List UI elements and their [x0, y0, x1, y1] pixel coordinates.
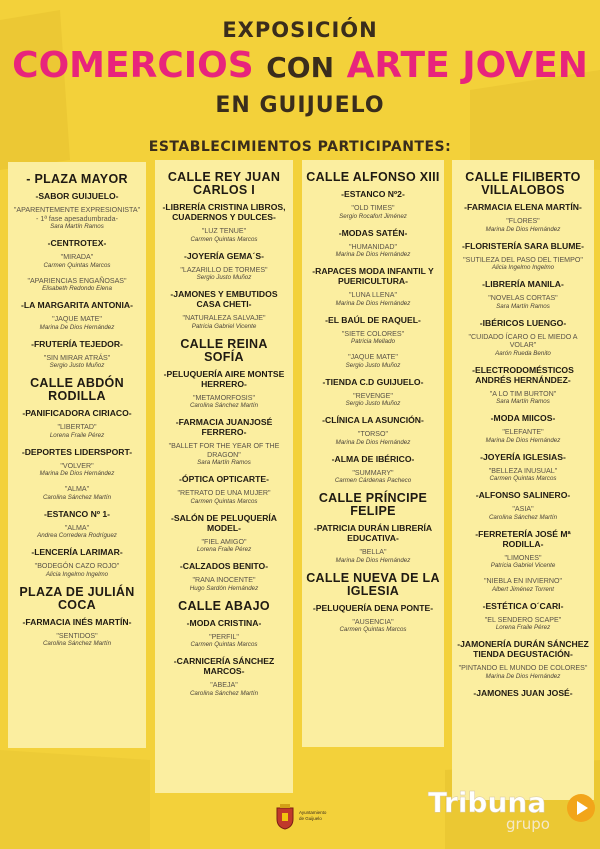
artwork-title: "NOVELAS CORTAS": [488, 294, 558, 302]
artwork-title: "SIETE COLORES": [341, 329, 405, 338]
artist-name: Alicia Ingelmo Ingelmo: [491, 264, 555, 271]
artist-name: Patricia Gabriel Vicente: [490, 562, 556, 569]
artwork-title: "ALMA": [64, 485, 90, 493]
shop-name: - SALÓN DE PELUQUERÍA MODEL -: [159, 513, 289, 533]
artwork-title: "LUNA LLENA": [348, 291, 397, 299]
participants-subtitle: ESTABLECIMIENTOS PARTICIPANTES:: [148, 139, 452, 155]
shop-name: - PELUQUERÍA AIRE MONTSE HERRERO -: [159, 369, 289, 389]
shop-name: - ESTÉTICA O´CARI -: [456, 601, 590, 611]
artwork-title: "PERFIL": [209, 632, 239, 641]
header-line-1: EXPOSICIÓN: [222, 18, 378, 42]
artist-name: Marina De Dios Hernández: [39, 323, 115, 331]
artist-name: Aarón Rueda Benito: [495, 349, 551, 357]
shop-name: - JOYERÍA GEMA´S -: [159, 251, 289, 261]
shop-name: - CARNICERÍA SÁNCHEZ MARCOS -: [159, 656, 289, 676]
artwork-title: "VOLVER": [60, 461, 94, 470]
street-heading: CALLE NUEVA DE LA IGLESIA: [306, 570, 440, 598]
artwork-title: "BELLA": [359, 548, 387, 556]
shop-name: - LIBRERÍA MANILA -: [456, 279, 590, 289]
artwork-title: "LUZ TENUE": [201, 227, 247, 235]
header-word-con: CON: [266, 51, 335, 84]
artwork-title: "SENTIDOS": [56, 631, 98, 640]
artwork-title: "RANA INOCENTE": [192, 576, 256, 584]
artwork-title: "METAMORFOSIS": [192, 393, 256, 402]
artist-name: Patricia Gabriel Vicente: [191, 322, 257, 330]
street-heading: CALLE REINA SOFÍA: [180, 336, 268, 364]
artist-name: Marina De Dios Hernández: [485, 225, 561, 233]
artist-name: Andrea Corredera Rodríguez: [37, 532, 117, 539]
shop-name: - ALFONSO SALINERO -: [456, 490, 590, 500]
artist-name: Lorena Fraile Pérez: [196, 546, 252, 553]
street-heading: CALLE ALFONSO XIII: [306, 170, 440, 184]
artist-name: Sergio Rocafort Jiménez: [339, 212, 407, 220]
tribuna-brand: Tribuna: [428, 786, 547, 819]
shop-name: - IBÉRICOS LUENGO -: [456, 318, 590, 328]
header-line-2: [0, 46, 600, 88]
shop-name: - PELUQUERÍA DENA PONTE -: [306, 603, 440, 613]
artwork-title: "RETRATO DE UNA MUJER": [177, 489, 271, 497]
artist-name: Carolina Sánchez Martín: [488, 513, 558, 521]
street-heading: CALLE ABDÓN RODILLA: [30, 376, 124, 403]
shop-name: - LENCERÍA LARIMAR -: [12, 547, 142, 557]
artist-name: Carolina Sánchez Martín: [189, 689, 259, 697]
header-word-arte-joven: ARTE JOVEN: [346, 45, 588, 86]
artist-name: Sara Martín Ramos: [496, 302, 550, 310]
artwork-title: "HUMANIDAD": [349, 242, 397, 251]
artist-name: Sara Martín Ramos: [496, 398, 550, 405]
artist-name: Albert Jiménez Torrent: [491, 585, 555, 593]
artwork-title: "BELLEZA INUSUAL": [488, 466, 558, 475]
column-2: [155, 160, 293, 793]
shop-name: - SABOR GUIJUELO -: [12, 191, 142, 201]
artist-name: Carmen Quintas Marcos: [190, 641, 258, 648]
artwork-title: "AUSENCIA": [352, 617, 394, 626]
shop-name: - PANIFICADORA CIRIACO -: [12, 408, 142, 418]
column-3: [302, 160, 444, 747]
column-1: [8, 162, 146, 748]
shop-name: - DEPORTES LIDERSPORT -: [12, 447, 142, 457]
artwork-title: "NATURALEZA SALVAJE": [182, 314, 266, 322]
play-icon: [566, 793, 596, 823]
artwork-title: "JAQUE MATE": [348, 353, 398, 361]
artwork-title: "APARENTEMENTE EXPRESIONISTA" - 1ª fase apesadumbrada-: [13, 206, 141, 223]
artist-name: Carmen Quintas Marcos: [489, 475, 557, 482]
artwork-title: "ALMA": [64, 523, 90, 532]
town-shield-icon: [274, 803, 296, 830]
artist-name: Sara Martín Ramos: [50, 223, 104, 230]
artwork-title: "PINTANDO EL MUNDO DE COLORES": [458, 664, 588, 672]
shop-name: - MODA CRISTINA -: [159, 618, 289, 628]
artist-name: Carmen Quintas Marcos: [190, 235, 258, 243]
artist-name: Sergio Justo Muñoz: [49, 362, 105, 369]
shop-name: - ESTANCO Nº 1 -: [12, 509, 142, 519]
artwork-title: "SUTILEZA DEL PASO DEL TIEMPO": [463, 255, 583, 264]
artist-name: Marina De Dios Hernández: [485, 436, 561, 444]
artwork-title: "ABEJA": [210, 681, 238, 689]
street-heading: PLAZA DE JULIÁN COCA: [19, 584, 135, 612]
artwork-title: "NIEBLA EN INVIERNO": [484, 577, 562, 585]
artwork-title: "MIRADA": [60, 253, 94, 261]
street-heading: CALLE ABAJO: [178, 598, 270, 613]
shop-name: - FARMACIA INÉS MARTÍN -: [12, 617, 142, 627]
artist-name: Marina De Dios Hernández: [335, 438, 411, 446]
town-hall-label: [299, 810, 326, 822]
artist-name: Marina De Dios Hernández: [485, 672, 561, 680]
artist-name: Sergio Justo Muñoz: [345, 361, 401, 369]
artist-name: Marina De Dios Hernández: [335, 251, 411, 258]
shop-name: - RAPACES MODA INFANTIL Y PUERICULTURA -: [306, 266, 440, 286]
shop-name: - ESTANCO Nº2 -: [306, 189, 440, 199]
shop-name: - JOYERÍA IGLESIAS -: [456, 452, 590, 462]
artist-name: Hugo Sardón Hernández: [189, 584, 259, 592]
artwork-title: "FLORES": [506, 217, 540, 225]
street-heading: - PLAZA MAYOR: [26, 172, 128, 186]
artwork-title: "BALLET FOR THE YEAR OF THE DRAGON": [168, 442, 280, 459]
artist-name: Lorena Fraile Pérez: [495, 624, 551, 631]
town-hall-line-1: Ayuntamiento: [299, 810, 327, 815]
shop-name: - FARMACIA ELENA MARTÍN -: [456, 202, 590, 212]
artist-name: Carolina Sánchez Martín: [189, 402, 259, 409]
artwork-title: "LAZARILLO DE TORMES": [180, 265, 268, 274]
artist-name: Marina De Dios Hernández: [335, 556, 411, 564]
artist-name: Carolina Sánchez Martín: [42, 640, 112, 647]
artwork-title: "SUMMARY": [352, 468, 394, 477]
shop-name: - JAMONES Y EMBUTIDOS CASA CHETI -: [159, 289, 289, 309]
artwork-title: "APARIENCIAS ENGAÑOSAS": [27, 276, 127, 285]
shop-name: - ALMA DE IBÉRICO -: [306, 454, 440, 464]
town-hall-line-2: de Guijuelo: [299, 816, 322, 821]
artwork-title: "SIN MIRAR ATRÁS": [43, 353, 111, 362]
artwork-title: "TORSO": [357, 430, 389, 438]
shop-name: - ÓPTICA OPTICARTE -: [159, 474, 289, 484]
shop-name: - LA MARGARITA ANTONIA -: [12, 300, 142, 310]
artist-name: Sara Martín Ramos: [197, 459, 251, 466]
artist-name: Lorena Fraile Pérez: [49, 431, 105, 439]
artist-name: Elisabeth Redondo Elena: [42, 285, 112, 292]
artist-name: Patricia Mellado: [350, 338, 396, 345]
shop-name: - FARMACIA JUANJOSÉ FERRERO -: [159, 417, 289, 437]
shop-name: - FRUTERÍA TEJEDOR -: [12, 339, 142, 349]
artist-name: Carmen Cárdenas Pacheco: [334, 477, 412, 484]
header-word-comercios: COMERCIOS: [12, 45, 254, 86]
shop-name: - CLÍNICA LA ASUNCIÓN -: [306, 415, 440, 425]
artist-name: Carolina Sánchez Martín: [42, 493, 112, 501]
artwork-title: "OLD TIMES": [351, 204, 395, 212]
artwork-title: "JAQUE MATE": [52, 315, 102, 323]
artist-name: Carmen Quintas Marcos: [43, 261, 111, 269]
header-line-3: EN GUIJUELO: [215, 93, 385, 118]
artwork-title: "LIMONES": [504, 553, 542, 562]
artwork-title: "BODEGÓN CAZO ROJO": [34, 562, 120, 570]
shop-name: - JAMONES JUAN JOSÉ -: [456, 688, 590, 698]
shop-name: - TIENDA C.D GUIJUELO -: [306, 377, 440, 387]
street-heading: CALLE FILIBERTO VILLALOBOS: [465, 170, 581, 197]
shop-name: - EL BAÚL DE RAQUEL -: [306, 315, 440, 325]
artwork-title: "FIEL AMIGO": [201, 537, 247, 546]
artwork-title: "CUIDADO ÍCARO O EL MIEDO A VOLAR": [468, 332, 578, 349]
artwork-title: "REVENGE": [353, 391, 393, 400]
shop-name: - MODAS SATÉN -: [306, 228, 440, 238]
tribuna-brand-sub: grupo: [506, 815, 550, 833]
artist-name: Sergio Justo Muñoz: [196, 274, 252, 281]
shop-name: - CENTROTEX -: [12, 238, 142, 248]
artwork-title: "A LO TIM BURTON": [489, 389, 557, 398]
shop-name: - ELECTRODOMÉSTICOS ANDRÉS HERNÁNDEZ -: [456, 365, 590, 385]
artist-name: Sergio Justo Muñoz: [345, 400, 401, 407]
artist-name: Marina De Dios Hernández: [335, 299, 411, 307]
artwork-title: "ASIA": [512, 505, 534, 513]
shop-name: - LIBRERÍA CRISTINA LIBROS, CUADERNOS Y DULCES -: [159, 202, 289, 222]
artwork-title: "ELEFANTE": [502, 428, 544, 436]
shop-name: - FERRETERÍA JOSÉ Mª RODILLA -: [456, 529, 590, 549]
shop-name: - MODA MIICOS -: [456, 413, 590, 423]
street-heading: CALLE REY JUAN CARLOS I: [167, 170, 281, 197]
artist-name: Carmen Quintas Marcos: [339, 626, 407, 633]
shop-name: - FLORISTERÍA SARA BLUME -: [456, 241, 590, 251]
artwork-title: "LIBERTAD": [57, 423, 97, 431]
shop-name: - CALZADOS BENITO -: [159, 561, 289, 571]
artwork-title: "EL SENDERO SCAPE": [484, 615, 562, 624]
shop-name: - JAMONERÍA DURÁN SÁNCHEZ TIENDA DEGUSTACIÓN -: [456, 639, 590, 659]
artist-name: Carmen Quintas Marcos: [190, 497, 258, 505]
artist-name: Alicia Ingelmo Ingelmo: [45, 570, 109, 578]
column-4: [452, 160, 594, 800]
artist-name: Marina De Dios Hernández: [39, 470, 115, 477]
street-heading: CALLE PRÍNCIPE FELIPE: [318, 491, 428, 518]
shop-name: - PATRICIA DURÁN LIBRERÍA EDUCATIVA -: [306, 523, 440, 543]
